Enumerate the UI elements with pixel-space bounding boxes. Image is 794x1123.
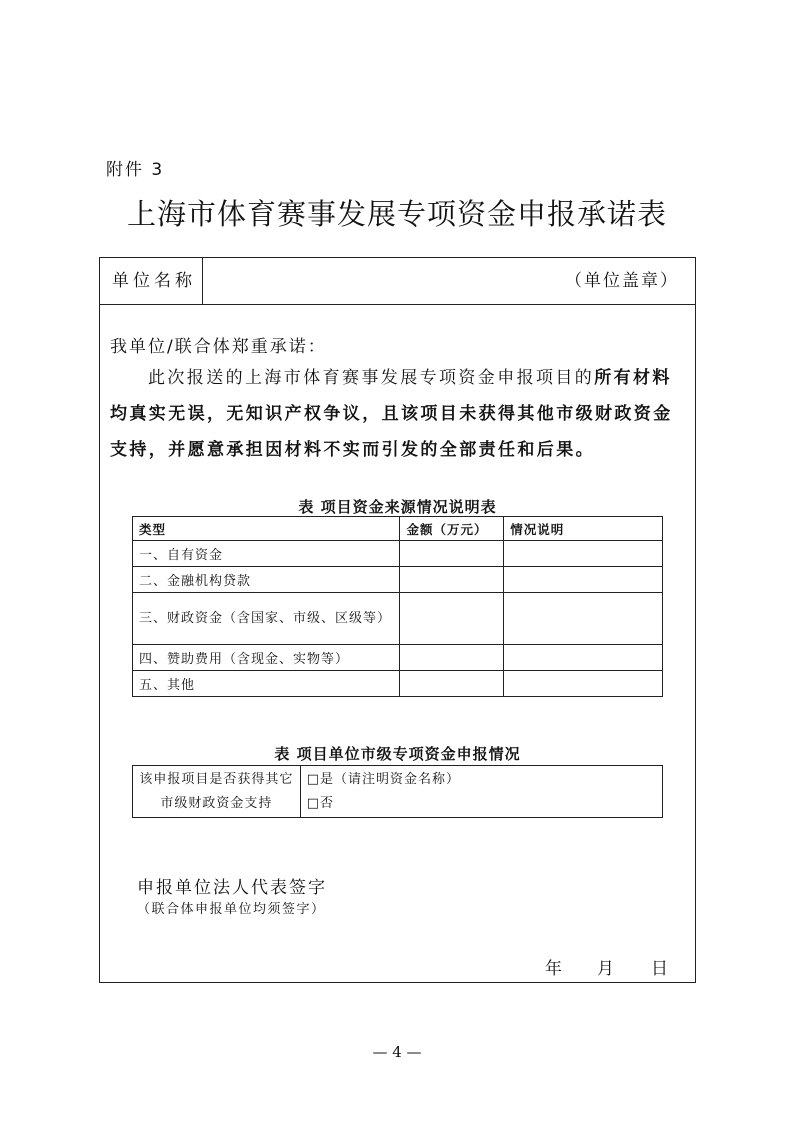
date-month: 月 — [597, 959, 614, 979]
funding-table-caption: 表 项目资金来源情况说明表 — [298, 498, 497, 516]
header-amount: 金额（万元） — [400, 517, 504, 541]
table-row — [133, 541, 663, 567]
support-question: 该申报项目是否获得其它市级财政资金支持 — [133, 766, 301, 818]
support-table-caption: 表 项目单位市级专项资金申报情况 — [274, 745, 521, 763]
header-type: 类型 — [133, 517, 400, 541]
row-note — [504, 593, 663, 645]
table-row — [133, 567, 663, 593]
row-amount — [400, 593, 504, 645]
date-day: 日 — [651, 959, 668, 979]
pledge-intro: 我单位/联合体郑重承诺： — [110, 337, 327, 357]
funding-table-header-row — [133, 517, 663, 541]
signature-note: （联合体申报单位均须签字） — [137, 902, 326, 917]
support-options — [300, 766, 662, 818]
signature-label: 申报单位法人代表签字 — [137, 878, 327, 898]
header-note: 情况说明 — [504, 517, 663, 541]
funding-table — [132, 516, 663, 697]
row-note — [504, 645, 663, 671]
pledge-text-normal: 此次报送的上海市体育赛事发展专项资金申报项目的 — [148, 368, 595, 388]
option-yes[interactable]: □是（请注明资金名称） — [306, 771, 460, 787]
pledge-text-bold: 所有材料均真实无误，无知识产权争议，且该项目未获得其他市级财政资金支持，并愿意承担因材料不实而引发的全部责任和后果。 — [110, 368, 673, 460]
row-type: 二、金融机构贷款 — [133, 567, 400, 593]
page-number: — 4 — — [372, 1043, 422, 1061]
table-row — [133, 645, 663, 671]
row-type: 一、自有资金 — [133, 541, 400, 567]
pledge-form — [99, 257, 696, 983]
date-year: 年 — [545, 959, 562, 979]
row-amount — [400, 645, 504, 671]
row-amount — [400, 567, 504, 593]
table-row — [133, 671, 663, 697]
attachment-label: 附件 3 — [106, 160, 165, 180]
row-amount — [400, 671, 504, 697]
support-table — [132, 765, 663, 818]
row-amount — [400, 541, 504, 567]
option-no[interactable]: □否 — [306, 795, 334, 811]
page-title: 上海市体育赛事发展专项资金申报承诺表 — [126, 197, 667, 231]
row-type: 三、财政资金（含国家、市级、区级等） — [133, 593, 400, 645]
row-type: 四、赞助费用（含现金、实物等） — [133, 645, 400, 671]
table-row — [133, 593, 663, 645]
row-note — [504, 541, 663, 567]
unit-name-row — [100, 258, 695, 305]
row-note — [504, 567, 663, 593]
pledge-body — [110, 360, 690, 468]
unit-name-label: 单位名称 — [100, 258, 203, 304]
unit-stamp-note: （单位盖章） — [565, 271, 679, 291]
row-type: 五、其他 — [133, 671, 400, 697]
row-note — [504, 671, 663, 697]
